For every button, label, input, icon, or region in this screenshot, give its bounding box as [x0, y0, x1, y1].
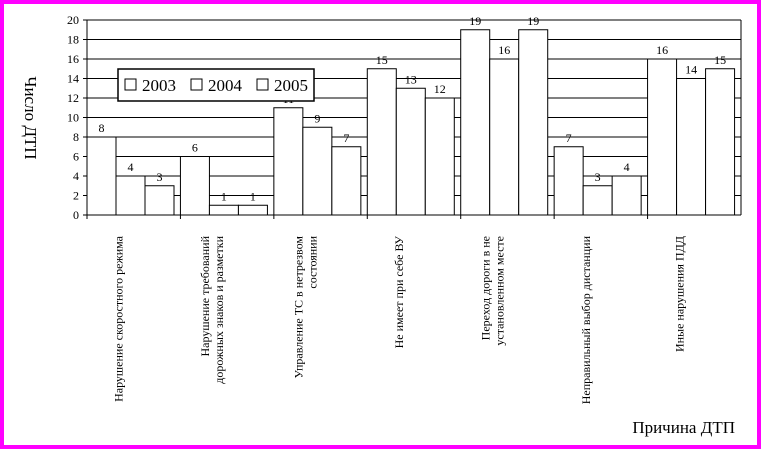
data-label: 14 [685, 62, 698, 77]
data-label: 15 [714, 52, 727, 67]
bar-2003 [87, 137, 116, 215]
data-label: 8 [98, 121, 105, 135]
category-label: Переход дороги в не [478, 236, 493, 341]
data-label: 4 [127, 160, 134, 174]
data-label: 19 [527, 13, 540, 28]
legend-label: 2005 [274, 76, 308, 95]
bar-2003 [367, 69, 396, 215]
bar-2003 [648, 59, 677, 215]
data-label: 1 [220, 189, 227, 204]
bar-2004 [396, 88, 425, 215]
data-label: 1 [249, 189, 256, 204]
y-tick-label: 12 [67, 91, 79, 105]
data-label: 12 [433, 82, 446, 96]
bar-2004 [116, 176, 145, 215]
legend-label: 2003 [142, 76, 176, 95]
category-label: установленном месте [492, 236, 507, 346]
category-label: Нарушение скоростного режима [111, 236, 126, 402]
data-label: 15 [375, 52, 388, 67]
bar-2004 [490, 59, 519, 215]
category-label: Неправильный выбор дистанции [578, 236, 593, 405]
data-label: 16 [498, 43, 511, 57]
category-label: состоянии [305, 236, 320, 289]
y-tick-label: 8 [73, 130, 79, 144]
category-label: Иные нарушения ПДД [672, 236, 687, 353]
y-tick-label: 10 [67, 110, 79, 125]
bar-2003 [554, 147, 583, 215]
legend-swatch-2003 [125, 79, 136, 90]
bar-2005 [706, 69, 735, 215]
y-tick-label: 14 [67, 71, 79, 86]
data-label: 7 [343, 130, 350, 145]
bar-2005 [332, 147, 361, 215]
category-label: Не имеет при себе ВУ [392, 236, 406, 349]
bar-2004 [677, 79, 706, 216]
data-label: 4 [623, 160, 630, 174]
y-axis-title: Число ДТП [21, 76, 40, 160]
bar-2004 [209, 205, 238, 215]
bar-2004 [583, 186, 612, 215]
y-tick-label: 4 [73, 169, 79, 183]
data-label: 13 [404, 72, 417, 87]
category-label: дорожных знаков и разметки [212, 236, 227, 384]
x-axis-category-labels [112, 235, 687, 404]
bar-2003 [274, 108, 303, 215]
y-tick-label: 6 [73, 149, 79, 164]
y-tick-label: 2 [73, 188, 79, 203]
bar-2003 [180, 157, 209, 216]
data-label: 3 [594, 169, 601, 184]
bar-2005 [425, 98, 454, 215]
data-label: 7 [565, 130, 572, 145]
data-label: 6 [191, 140, 198, 155]
data-label: 9 [314, 111, 321, 126]
bars [87, 30, 735, 215]
legend-swatch-2004 [191, 79, 202, 90]
data-label: 3 [156, 169, 163, 184]
x-axis-title: Причина ДТП [632, 418, 735, 437]
bar-2005 [519, 30, 548, 215]
bar-2005 [612, 176, 641, 215]
data-label: 19 [469, 13, 482, 28]
bar-2003 [461, 30, 490, 215]
legend-label: 2004 [208, 76, 242, 95]
y-tick-label: 0 [73, 208, 79, 222]
bar-2005 [238, 205, 267, 215]
y-tick-label: 18 [67, 32, 79, 47]
y-tick-label: 16 [67, 52, 79, 66]
category-label: Нарушение требований [198, 236, 213, 357]
legend-swatch-2005 [257, 79, 268, 90]
bar-2005 [145, 186, 174, 215]
category-label: Управление ТС в нетрезвом [291, 236, 306, 379]
data-label: 16 [656, 43, 669, 57]
bar-2004 [303, 127, 332, 215]
legend [118, 69, 314, 101]
y-tick-label: 20 [67, 13, 79, 27]
